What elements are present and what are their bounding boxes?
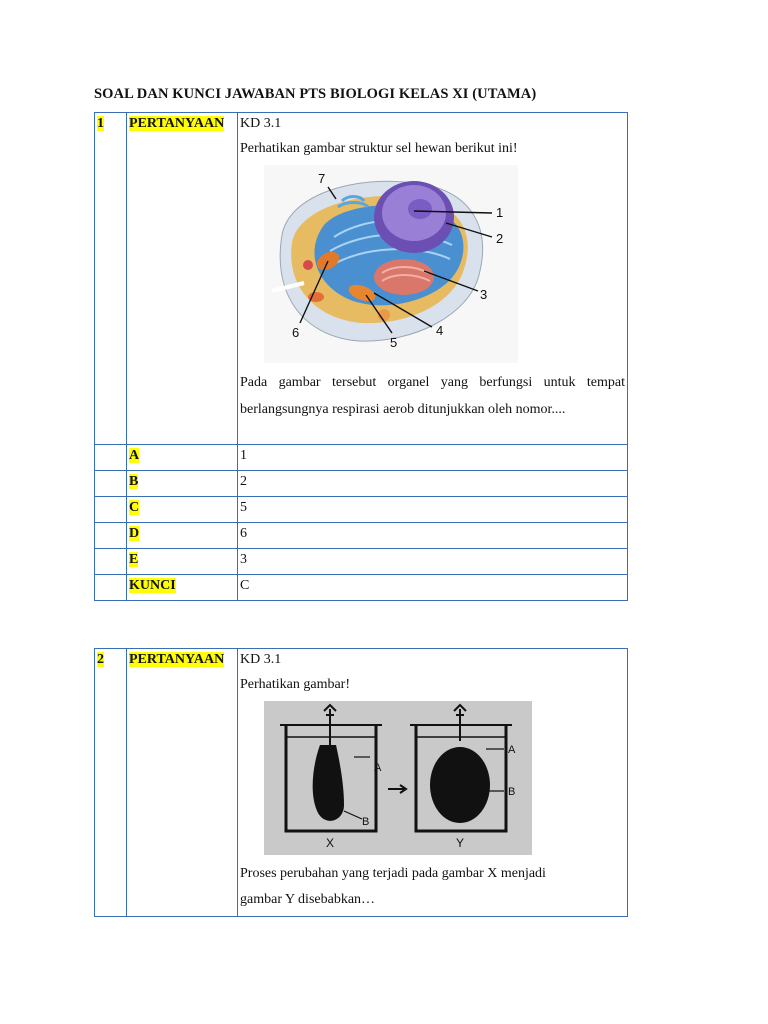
cell-label-6: 6 [292, 325, 300, 340]
cell-label-4: 4 [436, 323, 444, 338]
cell-label-1: 1 [496, 205, 504, 220]
question-2-main-row [95, 649, 628, 917]
question-2-kd: KD 3.1 [240, 652, 282, 667]
option-e-letter: E [129, 552, 139, 567]
question-1-label: PERTANYAAN [129, 116, 225, 131]
cell-label-2: 2 [496, 231, 504, 246]
option-row-c [95, 497, 628, 523]
option-c-letter: C [129, 500, 140, 515]
question-1-table [94, 112, 628, 601]
option-row-e [95, 549, 628, 575]
option-a-letter: A [129, 448, 140, 463]
question-1-main-row [95, 113, 628, 445]
osmosis-label-a-x: A [374, 762, 382, 774]
osmosis-diagram [264, 701, 532, 855]
option-b-letter: B [129, 474, 139, 489]
question-2-text-line1: Proses perubahan yang terjadi pada gambar X menjadi [240, 866, 546, 881]
question-2-label: PERTANYAAN [129, 652, 225, 667]
answer-key-value: C [238, 575, 628, 601]
document-title: SOAL DAN KUNCI JAWABAN PTS BIOLOGI KELAS XI (UTAMA) [94, 86, 537, 102]
osmosis-label-y: Y [456, 836, 465, 850]
cell-label-3: 3 [480, 287, 488, 302]
option-a-value: 1 [238, 445, 628, 471]
question-2-content [238, 649, 628, 917]
osmosis-label-a-y: A [508, 744, 516, 756]
option-d-value: 6 [238, 523, 628, 549]
osmosis-figure [264, 701, 532, 855]
answer-key-row [95, 575, 628, 601]
question-1-kd: KD 3.1 [240, 116, 282, 131]
question-2-text-line2: gambar Y disebabkan… [240, 892, 376, 907]
animal-cell-figure [264, 165, 518, 363]
question-1-number: 1 [97, 116, 104, 131]
question-1-content [238, 113, 628, 445]
question-1-text: Pada gambar tersebut organel yang berfungsi untuk tempat berlangsungnya respirasi aerob ditunjukkan oleh nomor.... [240, 375, 625, 417]
animal-cell-diagram [264, 165, 518, 363]
cell-label-5: 5 [390, 335, 398, 350]
question-2-table [94, 648, 628, 917]
option-row-d [95, 523, 628, 549]
question-2-number: 2 [97, 652, 104, 667]
option-row-a [95, 445, 628, 471]
answer-key-label: KUNCI [129, 578, 176, 593]
option-b-value: 2 [238, 471, 628, 497]
osmosis-label-b-y: B [508, 786, 516, 798]
option-d-letter: D [129, 526, 140, 541]
option-row-b [95, 471, 628, 497]
osmosis-label-b-x: B [362, 816, 370, 828]
option-e-value: 3 [238, 549, 628, 575]
question-2-instruction: Perhatikan gambar! [240, 677, 351, 692]
cell-label-7: 7 [318, 171, 326, 186]
option-c-value: 5 [238, 497, 628, 523]
osmosis-label-x: X [326, 836, 335, 850]
question-1-instruction: Perhatikan gambar struktur sel hewan berikut ini! [240, 141, 518, 156]
